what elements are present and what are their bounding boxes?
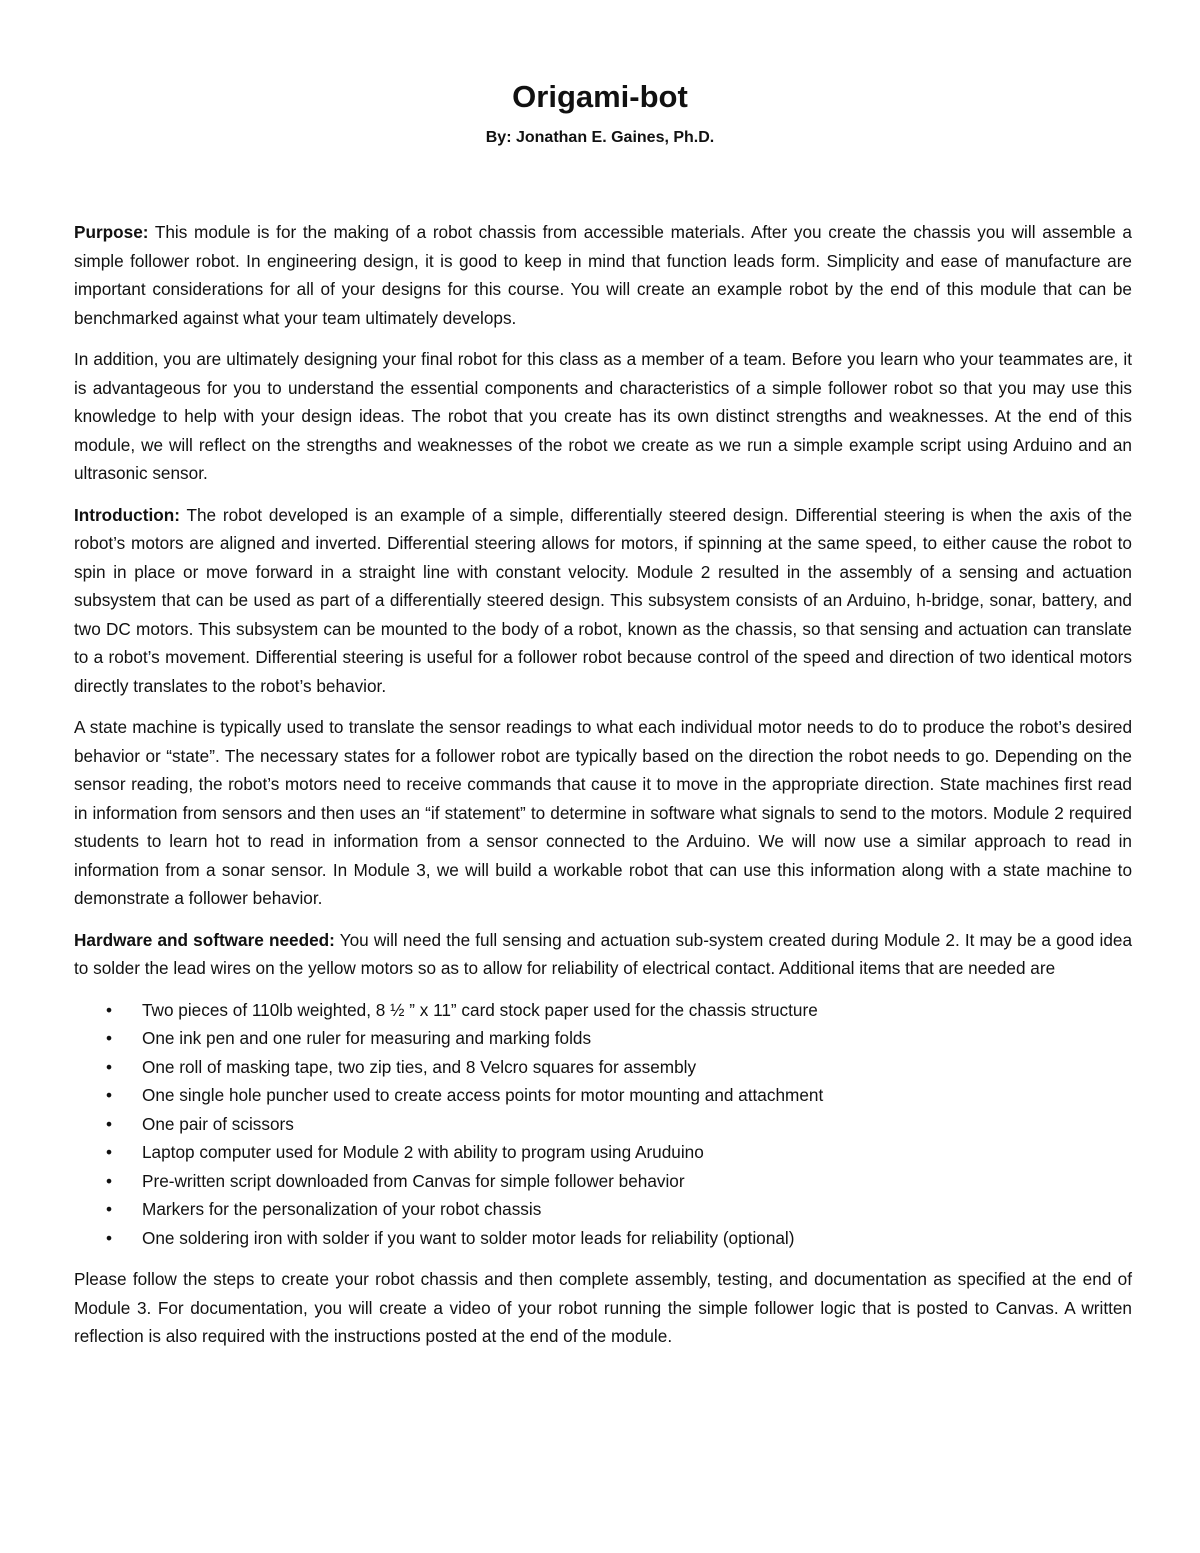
purpose-text: This module is for the making of a robot chassis from accessible materials. After you create the chassis you will assemble a simple follower robot. In engineering design, it is good to keep in mind that function leads form. Simplicity and ease of manufacture are important considerations for all of your designs for this course. You will create an example robot by the end of this module that can be benchmarked against what your team ultimately develops. <box>74 222 1132 328</box>
state-machine-paragraph: A state machine is typically used to translate the sensor readings to what each individual motor needs to do to produce the robot’s desired behavior or “state”. The necessary states for a follower robot are typically based on the direction the robot needs to go. Depending on the sensor reading, the robot’s motors need to receive commands that cause it to move in the appropriate direction. State machines first read in information from sensors and then uses an “if statement” to determine in software what signals to send to the motors. Module 2 required students to learn hot to read in information from a sensor connected to the Arduino. We will now use a similar approach to read in information from a sonar sensor. In Module 3, we will build a workable robot that can use this information along with a state machine to demonstrate a follower behavior. <box>74 717 1132 908</box>
list-item-text: One roll of masking tape, two zip ties, and 8 Velcro squares for assembly <box>142 1056 697 1077</box>
list-item-text: One ink pen and one ruler for measuring and marking folds <box>142 1028 592 1048</box>
list-item <box>74 1081 1132 1110</box>
addition-paragraph: In addition, you are ultimately designing your final robot for this class as a member of a team. Before you learn who your teammates are, it is advantageous for you to understand the essential components and characteristics of a simple follower robot so that you may use this knowledge to help with your design ideas. The robot that you create has its own distinct strengths and weaknesses. At the end of this module, we will reflect on the strengths and weaknesses of the robot we create as we run a simple example script using Arduino and an ultrasonic sensor. <box>74 349 1132 483</box>
list-item-text: One pair of scissors <box>142 1113 294 1134</box>
bullet-icon: • <box>106 1142 113 1162</box>
author-byline: By: Jonathan E. Gaines, Ph.D. <box>485 129 715 146</box>
bullet-icon: • <box>106 1028 113 1048</box>
bullet-icon: • <box>106 1227 113 1248</box>
bullet-icon: • <box>106 1085 113 1105</box>
hardware-text: You will need the full sensing and actuation sub-system created during Module 2. It may be a good idea to solder the lead wires on the yellow motors so as to allow for reliability of electrical contact. Additional items that are needed are <box>74 929 1132 978</box>
list-item <box>74 1195 1132 1224</box>
list-item <box>74 1053 1132 1082</box>
materials-list <box>74 996 1132 1253</box>
list-item <box>74 1110 1132 1139</box>
bullet-icon: • <box>106 1199 113 1219</box>
bullet-icon: • <box>106 999 113 1020</box>
hardware-label: Hardware and software needed: <box>74 929 335 950</box>
list-item <box>74 1167 1132 1196</box>
introduction-text: The robot developed is an example of a simple, differentially steered design. Differential steering is when the axis of the robot’s motors are aligned and inverted. Differential steering allows for motors, if spinning at the same speed, to either cause the robot to spin in place or move forward in a straight line with constant velocity. Module 2 resulted in the assembly of a sensing and actuation subsystem that can be used as part of a differentially steered design. This subsystem consists of an Arduino, h-bridge, sonar, battery, and two DC motors. This subsystem can be mounted to the body of a robot, known as the chassis, so that sensing and actuation can translate to a robot’s movement. Differential steering is useful for a follower robot because control of the speed and direction of two identical motors directly translates to the robot’s behavior. <box>74 504 1132 696</box>
purpose-label: Purpose: <box>74 222 149 242</box>
bullet-icon: • <box>106 1113 113 1134</box>
introduction-paragraph <box>74 501 1132 701</box>
list-item <box>74 1224 1132 1253</box>
list-item-text: One single hole puncher used to create access points for motor mounting and attachment <box>142 1085 824 1105</box>
list-item <box>74 996 1132 1025</box>
introduction-label: Introduction: <box>74 504 180 525</box>
list-item <box>74 1024 1132 1053</box>
list-item-text: Markers for the personalization of your robot chassis <box>142 1199 542 1219</box>
list-item-text: Laptop computer used for Module 2 with ability to program using Aruduino <box>142 1142 704 1162</box>
list-item-text: Pre-written script downloaded from Canvas for simple follower behavior <box>142 1170 685 1191</box>
purpose-paragraph <box>74 218 1132 332</box>
list-item-text: Two pieces of 110lb weighted, 8 ½ ” x 11” card stock paper used for the chassis structure <box>142 999 818 1020</box>
document-title: Origami-bot <box>512 79 688 114</box>
closing-paragraph: Please follow the steps to create your robot chassis and then complete assembly, testing, and documentation as specified at the end of Module 3. For documentation, you will create a video of your robot running the simple follower logic that is posted to Canvas. A written reflection is also required with the instructions posted at the end of the module. <box>74 1269 1132 1346</box>
bullet-icon: • <box>106 1170 113 1191</box>
document-body <box>74 218 1132 1351</box>
bullet-icon: • <box>106 1056 113 1077</box>
list-item-text: One soldering iron with solder if you want to solder motor leads for reliability (optional) <box>142 1227 795 1248</box>
hardware-paragraph <box>74 926 1132 983</box>
list-item <box>74 1138 1132 1167</box>
